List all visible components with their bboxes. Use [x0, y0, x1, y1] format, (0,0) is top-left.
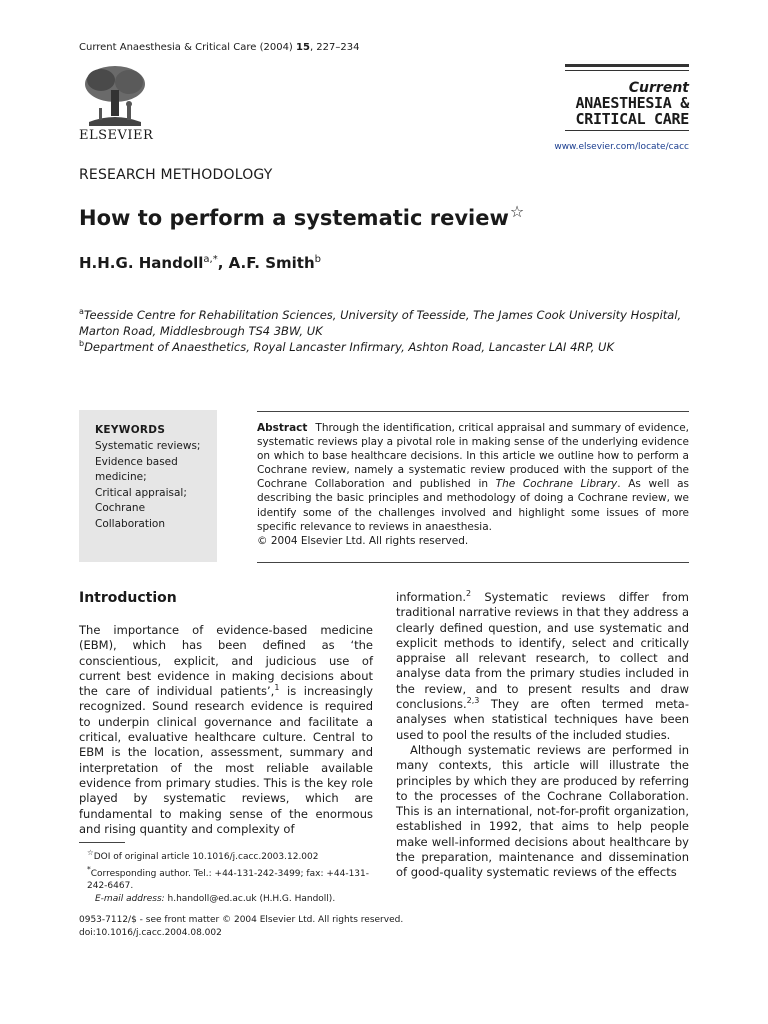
- keyword-item: Systematic reviews;: [95, 440, 201, 452]
- doi-line[interactable]: doi:10.1016/j.cacc.2004.08.002: [79, 928, 222, 938]
- affiliation-a-mark: a: [79, 307, 84, 316]
- affiliation-b-text: Department of Anaesthetics, Royal Lancaster Infirmary, Ashton Road, Lancaster LAI 4RP, UK: [84, 339, 615, 354]
- keyword-item: Cochrane: [95, 502, 146, 514]
- paragraph-1-text-a: The importance of evidence-based medicine (EBM), which has been defined as ‘the conscientious, explicit, and judicious use of current best evidence in making decisions about the care of individual patients’,: [79, 623, 373, 699]
- paragraph-3: Although systematic reviews are performed in many contexts, this article will illustrate the principles by which they are produced by referring to the processes of the Cochrane Collaboration. This is an international, not-for-profit organization, established in 1992, that aims to help people make well-informed decisions about healthcare by the preparation, maintenance and dissemination of good-quality systematic reviews of the effects: [396, 742, 689, 880]
- abstract-label: Abstract: [257, 422, 308, 434]
- publisher-wordmark: ELSEVIER: [79, 128, 154, 143]
- journal-rule-top-thin: [565, 70, 689, 71]
- footnote-doi: [79, 847, 373, 864]
- reference-2-3-link[interactable]: 2,3: [466, 696, 480, 706]
- introduction-heading: Introduction: [79, 590, 177, 606]
- keyword-item: medicine;: [95, 471, 147, 483]
- abstract-copyright: © 2004 Elsevier Ltd. All rights reserved.: [257, 534, 469, 547]
- journal-url-link[interactable]: www.elsevier.com/locate/cacc: [554, 142, 689, 152]
- reference-1-link[interactable]: 1: [274, 683, 280, 693]
- keyword-item: Critical appraisal;: [95, 486, 187, 499]
- section-label: RESEARCH METHODOLOGY: [79, 167, 273, 183]
- reference-2-link[interactable]: 2: [466, 589, 472, 599]
- abstract-rule-bottom: [257, 562, 689, 563]
- issn-line: 0953-7112/$ - see front matter © 2004 Elsevier Ltd. All rights reserved.: [79, 915, 404, 925]
- author-list: [79, 254, 321, 272]
- journal-name-line2: ANAESTHESIA &: [575, 94, 689, 112]
- footnote-email-label: E-mail address:: [95, 893, 165, 904]
- abstract-text-1: Through the identification, critical appraisal and summary of evidence, systematic reviews play a pivotal role in making sense of the underlying evidence on which to base healthcare decisions. In this article we outline how to perform a Cochrane review, namely a systematic review produced with the support of the Cochrane Collaboration and published in: [257, 422, 689, 491]
- body-column-right: [396, 590, 689, 881]
- author-2-affil-mark: b: [314, 254, 321, 265]
- footnote-asterisk-mark: *: [87, 864, 91, 874]
- footnote-star-mark: ☆: [87, 848, 94, 857]
- footnotes: [79, 847, 373, 905]
- footnote-corresponding: [79, 864, 373, 893]
- keywords-title: KEYWORDS: [95, 424, 166, 436]
- abstract-text-2: . As well as describing the basic principles and methodology of doing a Cochrane review, we identify some of the challenges involved and highlight some issues of more specific relevance to reviews in anaesthesia.: [257, 478, 689, 533]
- footnote-email: [79, 893, 373, 906]
- journal-rule-top: [565, 64, 689, 67]
- footnote-corresponding-text: Corresponding author. Tel.: +44-131-242-3499; fax: +44-131-242-6467.: [87, 868, 369, 892]
- paragraph-2: [396, 590, 689, 743]
- paragraph-2-text-b: Systematic reviews differ from traditional narrative reviews in that they address a clearly defined question, and use systematic and explicit methods to identify, select and critically appraise all relevant research, to collect and analyse data from the primary studies included in the review, and to present results and draw conclusions.: [396, 590, 689, 712]
- footnote-doi-text: DOI of original article 10.1016/j.cacc.2003.12.002: [93, 852, 319, 862]
- star-footnote-icon[interactable]: ☆: [509, 202, 525, 221]
- journal-name-current: Current: [628, 80, 689, 96]
- citation-volume: 15: [296, 42, 310, 53]
- affiliation-a: [79, 304, 699, 339]
- keywords-list: [95, 439, 200, 532]
- issn-block: [79, 914, 403, 940]
- author-2: A.F. Smith: [228, 254, 315, 272]
- author-separator: ,: [217, 254, 229, 272]
- footnote-rule: [79, 842, 125, 843]
- author-1-affil-mark: a,*: [203, 254, 218, 265]
- paragraph-1-text-b: is increasingly recognized. Sound research evidence is required to underpin clinical governance and facilitate a critical, evaluative healthcare culture. Central to EBM is the location, assessment, summary and interpretation of the most reliable available evidence from primary studies. This is the key role played by systematic reviews, which are fundamental to making sense of the enormous and rising quantity and complexity of: [79, 684, 373, 836]
- article-title: [79, 202, 524, 230]
- author-1: H.H.G. Handoll: [79, 254, 204, 272]
- journal-rule-bottom: [565, 130, 689, 131]
- paragraph-1: [79, 623, 373, 837]
- journal-name-line3: CRITICAL CARE: [575, 110, 689, 128]
- citation-journal: Current Anaesthesia & Critical Care (2004): [79, 42, 293, 53]
- keyword-item: Evidence based: [95, 455, 178, 468]
- citation-pages: , 227–234: [309, 42, 360, 53]
- affiliation-a-text: Teesside Centre for Rehabilitation Sciences, University of Teesside, The James Cook University Hospital, Marton Road, Middlesbrough TS4 3BW, UK: [79, 307, 682, 338]
- abstract-rule-top: [257, 411, 689, 412]
- journal-citation: [79, 42, 359, 53]
- affiliation-b-mark: b: [79, 339, 85, 348]
- paragraph-2-text-a: information.: [396, 590, 467, 604]
- article-title-text: How to perform a systematic review: [79, 206, 509, 230]
- abstract-italic-publication: The Cochrane Library: [495, 478, 618, 491]
- abstract: [257, 421, 689, 548]
- body-column-left: [79, 623, 373, 837]
- affiliation-b: [79, 336, 699, 355]
- paragraph-2-text-c: They are often termed meta-analyses when statistical techniques have been used to pool the results of the included studies.: [396, 697, 689, 742]
- footnote-email-link[interactable]: h.handoll@ed.ac.uk (H.H.G. Handoll).: [164, 893, 336, 904]
- keyword-item: Collaboration: [95, 517, 165, 530]
